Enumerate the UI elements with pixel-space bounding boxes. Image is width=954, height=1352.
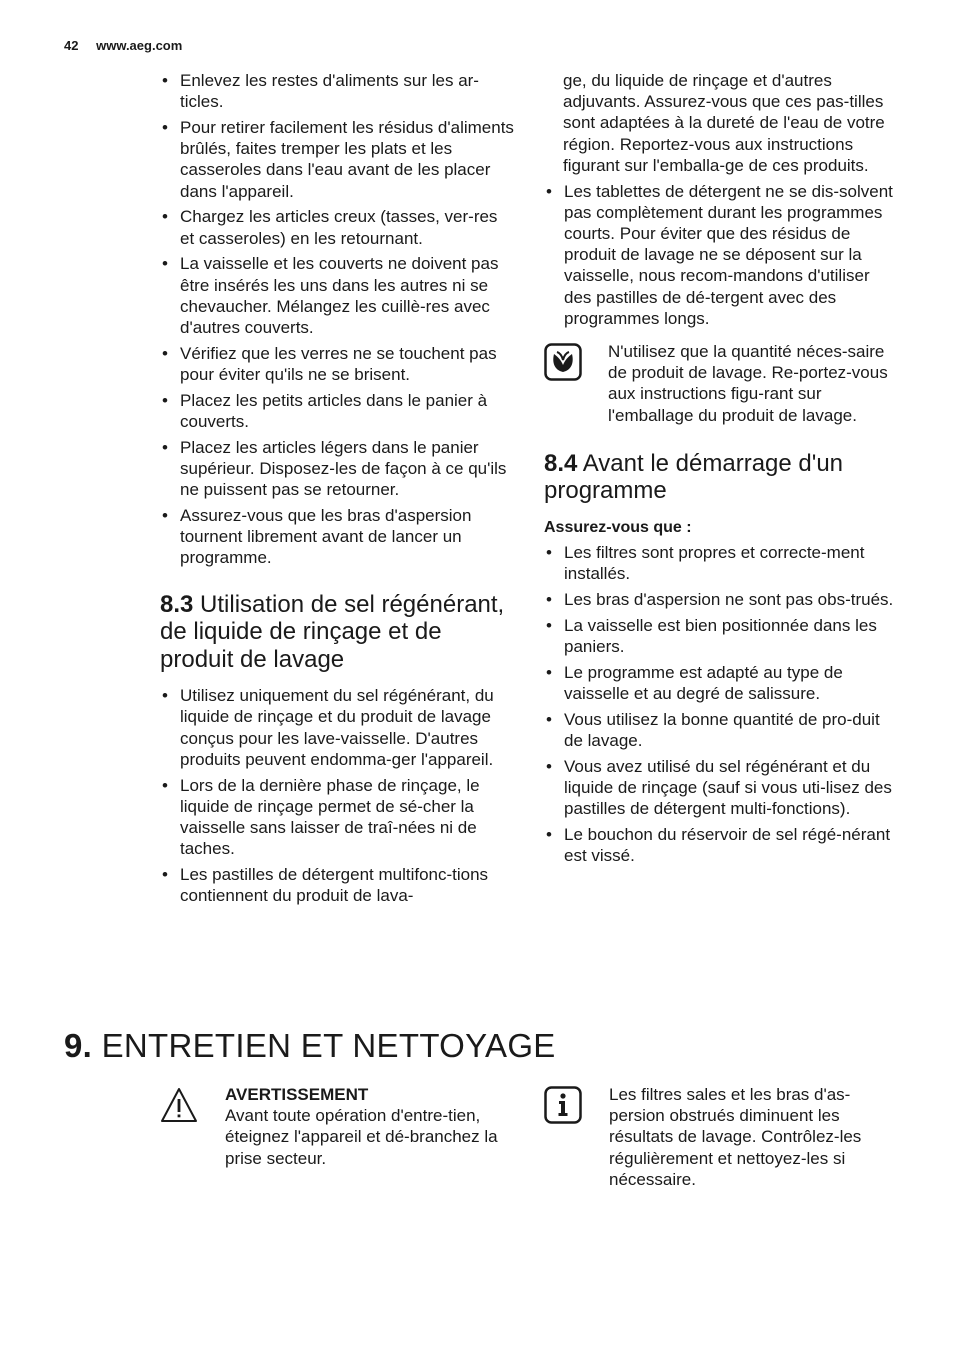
list-item: • Les bras d'aspersion ne sont pas obs-trués.	[544, 589, 896, 610]
checklist-lead: Assurez-vous que :	[544, 518, 692, 536]
list-item: • Les filtres sont propres et correcte-ment installés.	[544, 542, 896, 584]
chapter-number: 9.	[64, 1027, 93, 1064]
list-item: • Pour retirer facilement les résidus d'aliments brûlés, faites tremper les plats et les casseroles dans l'eau avant de les placer dans l'appareil.	[160, 117, 516, 202]
eco-note	[544, 341, 896, 426]
right-column	[544, 70, 896, 871]
list-item: • Placez les petits articles dans le panier à couverts.	[160, 390, 516, 432]
list-item: • Les pastilles de détergent multifonc-tions contiennent du produit de lava-	[160, 864, 516, 906]
list-item: • Vous utilisez la bonne quantité de pro-duit de lavage.	[544, 709, 896, 751]
section-heading-8-4	[544, 450, 896, 505]
chapter-heading	[64, 1026, 556, 1066]
list-item: • Le programme est adapté au type de vaisselle et au degré de salissure.	[544, 662, 896, 704]
warning-triangle-icon	[160, 1086, 198, 1124]
list-item: • Utilisez uniquement du sel régénérant, du liquide de rinçage et du produit de lavage conçus pour les lave-vaisselle. D'autres produits peuvent endomma-ger l'appareil.	[160, 685, 516, 770]
page-header	[64, 38, 182, 53]
detergent-tips-list	[160, 685, 516, 906]
chapter-title: ENTRETIEN ET NETTOYAGE	[101, 1027, 556, 1064]
list-item: • Placez les articles légers dans le panier supérieur. Disposez-les de façon à ce qu'ils ne puissent pas se retourner.	[160, 437, 516, 501]
list-item: • Les tablettes de détergent ne se dis-solvent pas complètement durant les programmes courts. Pour éviter que des résidus de produit de lavage ne se déposent sur la vaisselle, nous recom-mandons d'utiliser des pastilles de dé-tergent avec des programmes longs.	[544, 181, 896, 329]
warning-title: AVERTISSEMENT	[225, 1085, 369, 1104]
info-text: Les filtres sales et les bras d'as-persion obstrués diminuent les résultats de lavage. Contrôlez-les régulièrement et nettoyez-les si nécessaire.	[609, 1085, 862, 1189]
list-item: • La vaisselle est bien positionnée dans les paniers.	[544, 615, 896, 657]
eco-note-text: N'utilisez que la quantité néces-saire de produit de lavage. Re-portez-vous aux instructions figu-rant sur l'emballage du produit de lavage.	[608, 342, 888, 425]
list-item: • Lors de la dernière phase de rinçage, le liquide de rinçage permet de sé-cher la vaisselle sans laisser de traî-nées ni de taches.	[160, 775, 516, 860]
warning-text: Avant toute opération d'entre-tien, éteignez l'appareil et dé-branchez la prise secteur.	[225, 1106, 498, 1168]
pre-start-checklist	[544, 542, 896, 866]
section-title: Utilisation de sel régénérant, de liquide de rinçage et de produit de lavage	[160, 590, 505, 673]
section-heading-8-3	[160, 591, 516, 674]
warning-box	[160, 1084, 516, 1169]
website-url: www.aeg.com	[96, 38, 183, 53]
section-title: Avant le démarrage d'un programme	[544, 449, 844, 505]
page-number: 42	[64, 38, 79, 53]
list-item: • Le bouchon du réservoir de sel régé-nérant est vissé.	[544, 824, 896, 866]
section-number: 8.4	[544, 449, 578, 477]
continued-text: ge, du liquide de rinçage et d'autres adjuvants. Assurez-vous que ces pas-tilles sont adaptées à la dureté de l'eau de votre région. Reportez-vous aux instructions figurant sur l'emballa-ge de ces produits.	[563, 71, 885, 175]
list-item: • Vous avez utilisé du sel régénérant et du liquide de rinçage (sauf si vous uti-lisez des pastilles de détergent multi-fonctions).	[544, 756, 896, 820]
list-item: • Assurez-vous que les bras d'aspersion tournent librement avant de lancer un programme.	[160, 505, 516, 569]
list-item: • Enlevez les restes d'aliments sur les ar-ticles.	[160, 70, 516, 112]
left-column	[160, 70, 516, 911]
info-icon	[544, 1086, 582, 1124]
tablets-list	[544, 181, 896, 329]
section-number: 8.3	[160, 590, 194, 618]
list-item: • Vérifiez que les verres ne se touchent pas pour éviter qu'ils ne se brisent.	[160, 343, 516, 385]
list-item: • Chargez les articles creux (tasses, ver-res et casseroles) en les retournant.	[160, 206, 516, 248]
list-item: • La vaisselle et les couverts ne doivent pas être insérés les uns dans les autres ni se chevaucher. Mélangez les cuillè-res avec d'autres couverts.	[160, 253, 516, 338]
leaf-icon	[544, 343, 582, 381]
loading-tips-list	[160, 70, 516, 569]
info-box	[544, 1084, 896, 1190]
